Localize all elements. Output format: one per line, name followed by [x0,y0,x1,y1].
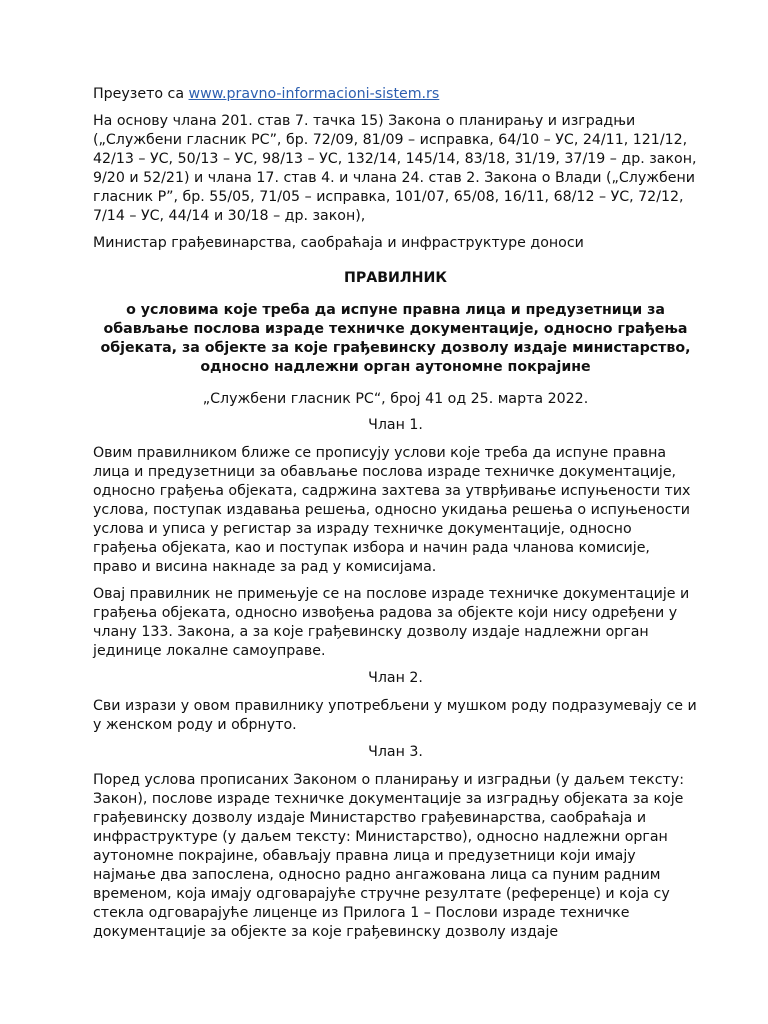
document-title: ПРАВИЛНИК [343,270,448,286]
article-paragraph: Овим правилником ближе се прописују услови које треба да испуне правна лица и предузетници за обављање послова израде техничке документације, односно грађења објеката, садржина захтева за утврђивање испуњености тих услова, поступак издавања решења, односно укидања решења о испуњености услова и уписа у регистар за израду техничке документације, односно грађења објеката, као и поступак избора и начин рада чланова комисије, право и висина накнаде за рад у комисијама. [93,445,691,575]
source-link[interactable]: www.pravno-informacioni-sistem.rs [188,86,440,102]
article-paragraph: Овај правилник не примењује се на послове израде техничке документације и грађења објеката, односно извођења радова за објекте који нису одређени у члану 133. Закона, а за које грађевинску дозволу издаје надлежни орган јединице локалне самоуправе. [93,586,690,659]
enactor-line: Министар грађевинарства, саобраћаја и инфраструктуре доноси [93,235,584,251]
gazette-reference: „Службени гласник РС“, број 41 од 25. марта 2022. [202,391,589,407]
article-heading: Члан 3. [368,744,423,760]
source-line [93,85,698,104]
source-prefix: Преузето са [93,86,189,102]
article-paragraph: Поред услова прописаних Законом о планирању и изградњи (у даљем тексту: Закон), послове израде техничке документације за изградњу објеката за које грађевинску дозволу издаје Министарство грађевинарства, саобраћаја и инфраструктуре (у даљем тексту: Министарство), односно надлежни орган аутономне покрајине, обављају правна лица и предузетници који имају најмање два запослена, односно радно ангажована лица са пуним радним временом, која имају одговарајуће стручне резултате (референце) и која су стекла одговарајуће лиценце из Прилога 1 – Послови израде техничке документације за објекте за које грађевинску дозволу издаје [93,772,684,940]
article-heading: Члан 1. [368,417,423,433]
article-paragraph: Сви изрази у овом правилнику употребљени у мушком роду подразумевају се и у женском роду и обрнуто. [93,698,697,733]
preamble: На основу члана 201. став 7. тачка 15) Закона о планирању и изградњи („Службени гласник РС”, бр. 72/09, 81/09 – исправка, 64/10 – УС, 24/11, 121/12, 42/13 – УС, 50/13 – УС, 98/13 – УС, 132/14, 145/14, 83/18, 31/19, 37/19 – др. закон, 9/20 и 52/21) и члана 17. став 4. и члана 24. став 2. Закона о Влади („Службени гласник Р”, бр. 55/05, 71/05 – исправка, 101/07, 65/08, 16/11, 68/12 – УС, 72/12, 7/14 – УС, 44/14 и 30/18 – др. закон), [93,113,697,224]
document-subtitle: о условима које треба да испуне правна лица и предузетници за обављање послова израде техничке документације, односно грађења објеката, за објекте за које грађевинску дозволу издаје министарство, односно надлежни орган аутономне покрајине [100,302,691,375]
article-heading: Члан 2. [368,670,423,686]
